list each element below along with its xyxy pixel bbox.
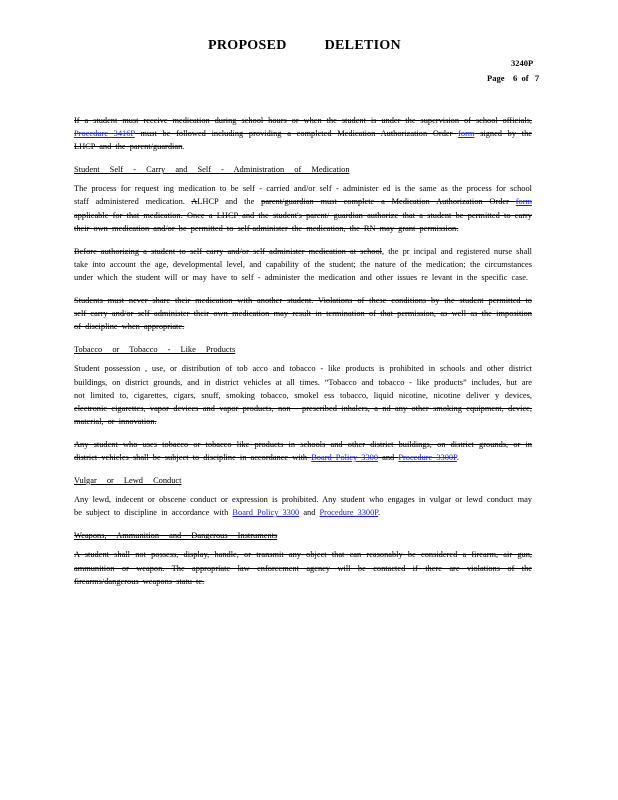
text-run: A student shall not possess, display, handle, or transmit any object that can reasonably be considered a firearm, air gun, ammunition or weapon. The appropriate law enforcement agency will be contacted if there are violations of the firearms/dangerous weapons statu te. — [74, 550, 532, 586]
text-run: LHCP and the — [197, 197, 262, 207]
policy-link[interactable]: Board Policy 3300 — [232, 508, 300, 518]
text-run: , non - prescribed inhalers, a nd any other smoking equipment, device, material, or innovation. — [74, 403, 532, 426]
policy-link[interactable]: form — [515, 197, 532, 207]
paragraph — [74, 245, 532, 284]
paragraph — [74, 294, 532, 333]
paragraph — [74, 182, 532, 234]
section-heading — [74, 474, 532, 487]
document-title: PROPOSED DELETION — [208, 38, 401, 53]
text-run: . — [456, 452, 459, 462]
text-run: If a student — [74, 116, 123, 125]
text-run: The process for request ing medication to be self - carried and/or self - administer ed is the same as the process for school staff administered medication. — [74, 184, 532, 207]
text-run: Tobacco or Tobacco - Like Products — [74, 345, 236, 355]
section-heading — [74, 163, 532, 176]
procedure-code: 3240P — [511, 58, 534, 68]
policy-link[interactable]: form — [458, 129, 475, 139]
section-heading — [74, 529, 532, 542]
policy-link[interactable]: Procedure 3416P — [74, 129, 135, 139]
text-run: applicable for that medication. Once a LHCP and the student's parent/ guardian authorize that a student be permitted to carry their own medication and/or be permitted to self-administer the medication, the RN may grant permission. — [74, 210, 532, 233]
paragraph — [74, 438, 532, 464]
text-run: Student possession , use, or distribution of tob acco and tobacco - like products is prohibited in schools and other district buildings, on district grounds, and in district vehicles at all times. “Tobacco and tobacco - like products” includes, but are not limited to, cigarettes, cigars, snuff, smoking tobacco, smokel ess tobacco, liquid nicotine, nicotine deliver y devices, — [74, 364, 532, 400]
paragraph — [74, 493, 532, 519]
text-run: Weapons, Ammunition and Dangerous Instruments — [74, 531, 278, 541]
text-run: Vulgar or Lewd Conduct — [74, 476, 182, 486]
text-run: Any student who uses tobacco or tobacco like products in schools and other district buildings, on district grounds, or in district vehicles shall be subject to discipline in accordance with — [74, 439, 532, 462]
text-run: parent/guardian must complete a Medication Authorization Order — [261, 197, 516, 207]
text-run: must be followed including providing a completed Medication Authorization Order — [134, 129, 459, 139]
text-run: Students must never share their medication with another student. Violations of these conditions by the student permitted to self carry and/or self administer their own medication may result in termination of that permission, as well as the imposition of discipline when appropriate. — [74, 296, 532, 332]
page-number: Page 6 of 7 — [487, 73, 540, 83]
text-run: Any lewd, indecent or obscene conduct or expression is prohibited. Any student who engages in vulgar or lewd conduct may be subject to discipline in accordance with — [74, 495, 532, 518]
paragraph — [74, 114, 532, 153]
text-run: . — [378, 508, 381, 518]
policy-link[interactable]: Procedure 3300P — [319, 508, 379, 518]
text-run: , the pr incipal and registered nurse shall take into account the age, developmental level, and capability of the student; the nature of the medication; the circumstances under which the student will or may have to self - administer the medication and other issues re levant in the specific case. — [74, 246, 532, 282]
text-run: and — [299, 508, 320, 518]
text-run: must — [122, 116, 139, 125]
text-run: receive medication during school hours or when the student is under the supervision of school officials, — [138, 116, 532, 125]
text-run: electronic cigarettes, vapor devices and vapor products — [74, 403, 272, 413]
text-run: A — [191, 197, 198, 207]
text-run: Before authorizing a student to self carry and/or self administer medication at school — [74, 246, 383, 256]
text-run: and — [378, 452, 399, 462]
text-run: . — [182, 142, 185, 152]
text-run: Student Self - Carry and Self - Administration of Medication — [74, 165, 350, 175]
section-heading — [74, 343, 532, 356]
paragraph — [74, 548, 532, 587]
text-run: signed by the LHCP and the parent/guardian — [74, 129, 533, 152]
policy-link[interactable]: Board Policy 3300 — [311, 452, 379, 462]
policy-link[interactable]: Procedure 3300P — [398, 452, 457, 462]
paragraph — [74, 362, 532, 427]
document-body — [74, 114, 532, 598]
